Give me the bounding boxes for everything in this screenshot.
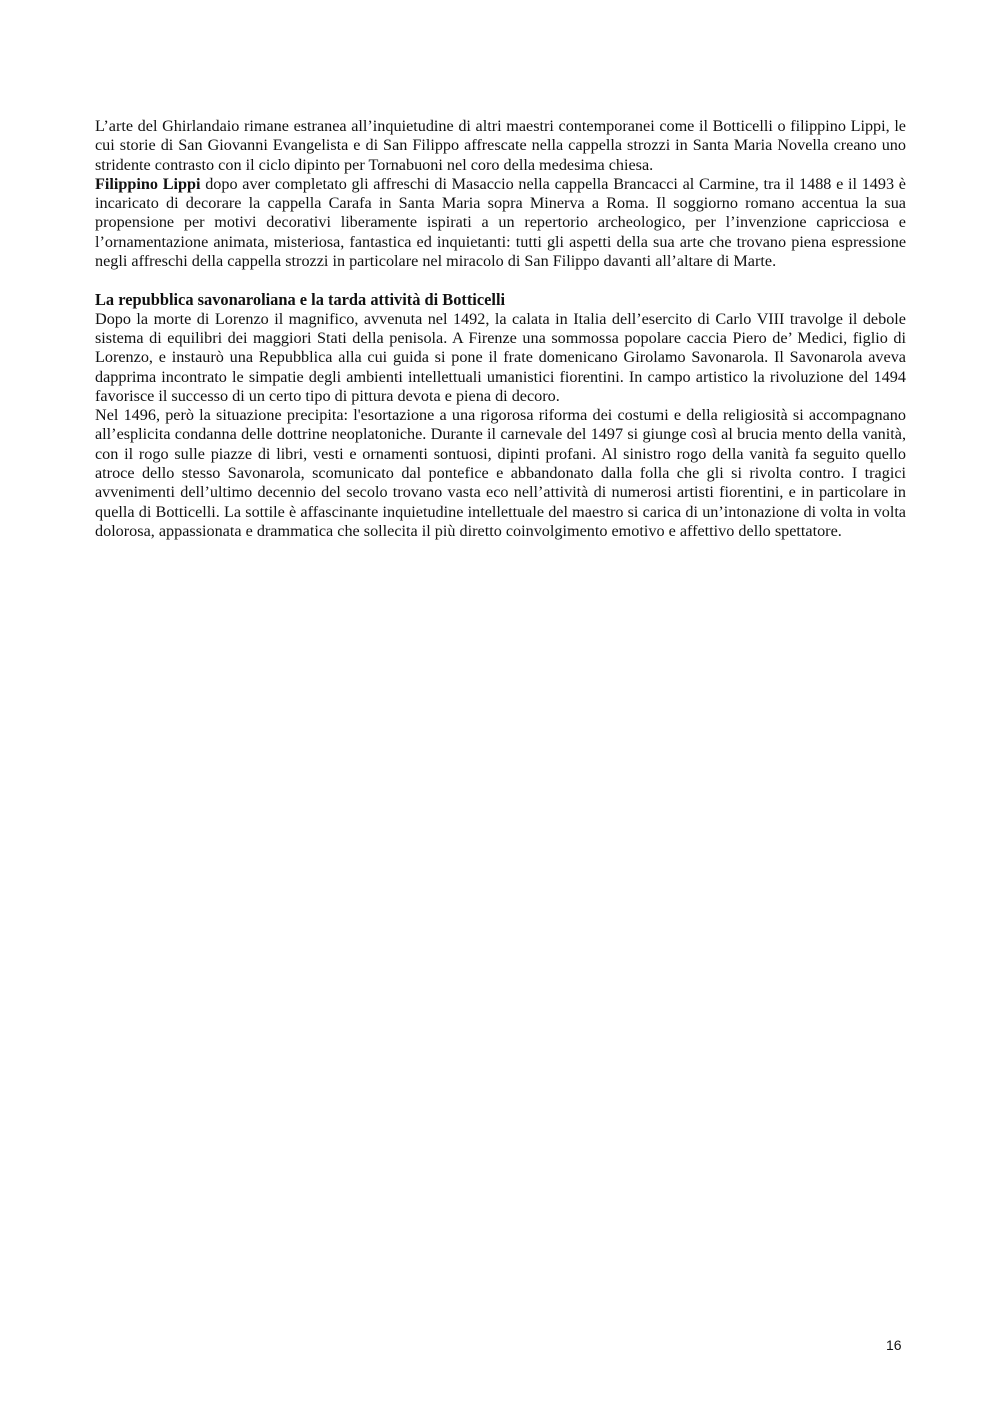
paragraph-lorenzo-death: Dopo la morte di Lorenzo il magnifico, avvenuta nel 1492, la calata in Italia dell’esercito di Carlo VIII travolge il debole sistema di equilibri dei maggiori Stati della penisola. A Firenze una sommossa popolare caccia Piero de’ Medici, figlio di Lorenzo, e instaurò una Repubblica alla cui guida si pone il frate domenicano Girolamo Savonarola. Il Savonarola aveva dapprima incontrato le simpatie degli ambienti intellettuali umanistici fiorentini. In campo artistico la rivoluzione del 1494 favorisce il successo di un certo tipo di pittura devota e piena di decoro. — [95, 309, 906, 405]
paragraph-filippino-lippi — [95, 175, 906, 271]
filippino-lippi-text: dopo aver completato gli affreschi di Masaccio nella cappella Brancacci al Carmine, tra il 1488 e il 1493 è incaricato di decorare la cappella Carafa in Santa Maria sopra Minerva a Roma. Il soggiorno romano accentua la sua propensione per motivi decorativi liberamente ispirati a un repertorio archeologico, per l’invenzione capricciosa e l’ornamentazione animata, misteriosa, fantastica ed inquietanti: tutti gli aspetti della sua arte che trovano piena espressione negli affreschi della cappella strozzi in particolare nel miracolo di San Filippo davanti all’altare di Marte. — [95, 174, 906, 271]
page-number: 16 — [886, 1337, 902, 1353]
paragraph-1496: Nel 1496, però la situazione precipita: l'esortazione a una rigorosa riforma dei costumi e della religiosità si accompagnano all’esplicita condanna delle dottrine neoplatoniche. Durante il carnevale del 1497 si giunge così al brucia mento della vanità, con il rogo sulle piazze di libri, vesti e ornamenti sontuosi, dipinti profani. Al sinistro rogo della vanità fa seguito quello atroce dello stesso Savonarola, scomunicato dal pontefice e abbandonato dalla folla che gli si rivolta contro. I tragici avvenimenti dell’ultimo decennio del secolo trovano vasta eco nell’attività di numerosi artisti fiorentini, e in particolare in quella di Botticelli. La sottile è affascinante inquietudine intellettuale del maestro si carica di un’intonazione di volta in volta dolorosa, appassionata e drammatica che sollecita il più diretto coinvolgimento emotivo e affettivo dello spettatore. — [95, 406, 906, 540]
section-heading: La repubblica savonaroliana e la tarda attività di Botticelli — [95, 290, 506, 310]
section-spacer — [95, 271, 906, 290]
paragraph-ghirlandaio: L’arte del Ghirlandaio rimane estranea all’inquietudine di altri maestri contemporanei come il Botticelli o filippino Lippi, le cui storie di San Giovanni Evangelista e di San Filippo affrescate nella cappella strozzi in Santa Maria Novella creano uno stridente contrasto con il ciclo dipinto per Tornabuoni nel coro della medesima chiesa. — [95, 117, 906, 174]
document-body — [95, 117, 906, 541]
filippino-lippi-name: Filippino Lippi — [95, 174, 201, 193]
